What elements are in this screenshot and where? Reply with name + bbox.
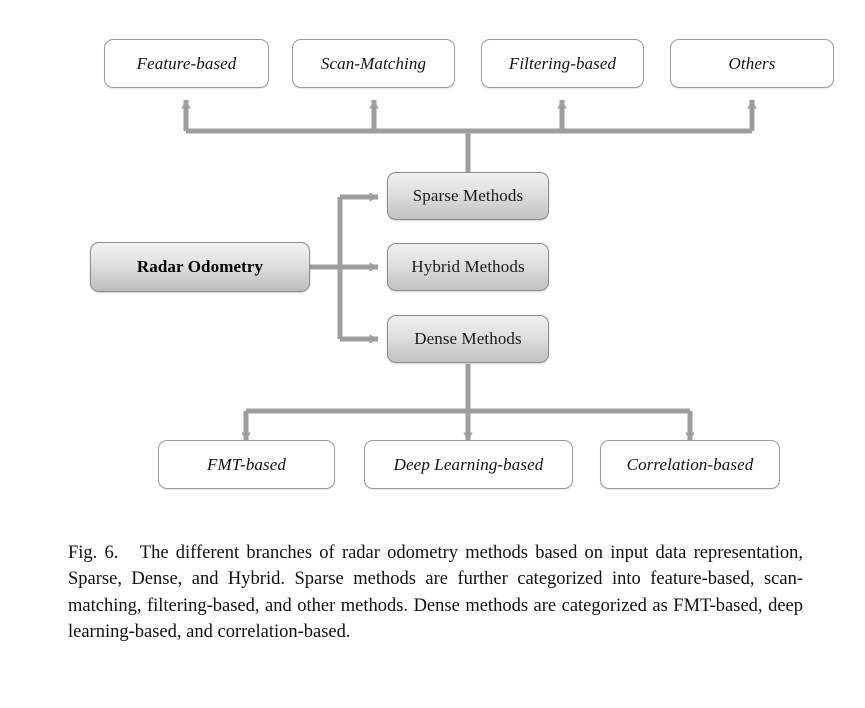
figure-caption [68,540,803,645]
node-label: Filtering-based [508,53,617,73]
node-label: Deep Learning-based [393,454,544,474]
figure-number: Fig. 6. [68,543,119,563]
node-label: Scan-Matching [320,53,427,73]
node-feature-based[interactable] [104,39,269,88]
node-label: Correlation-based [626,454,754,474]
node-deep-learning-based[interactable] [364,440,573,489]
node-sparse-methods[interactable] [387,172,549,220]
node-hybrid-methods[interactable] [387,243,549,291]
node-label: Sparse Methods [412,186,524,206]
node-fmt-based[interactable] [158,440,335,489]
node-scan-matching[interactable] [292,39,455,88]
node-correlation-based[interactable] [600,440,780,489]
node-filtering-based[interactable] [481,39,644,88]
node-label: Others [728,53,776,73]
node-radar-odometry[interactable] [90,242,310,292]
node-label: Radar Odometry [136,257,264,277]
node-label: Hybrid Methods [411,257,525,277]
node-others[interactable] [670,39,834,88]
caption-text: The different branches of radar odometry methods based on input data representation, Sparse, Dense, and Hybrid. Sparse methods are further categorized into feature-based, scan-matching, filtering-based, and other methods. Dense methods are categorized as FMT-based, deep learning-based, and correlation-based. [68,543,803,642]
node-label: Feature-based [136,53,237,73]
node-label: FMT-based [207,454,286,474]
node-dense-methods[interactable] [387,315,549,363]
node-label: Dense Methods [414,329,522,349]
